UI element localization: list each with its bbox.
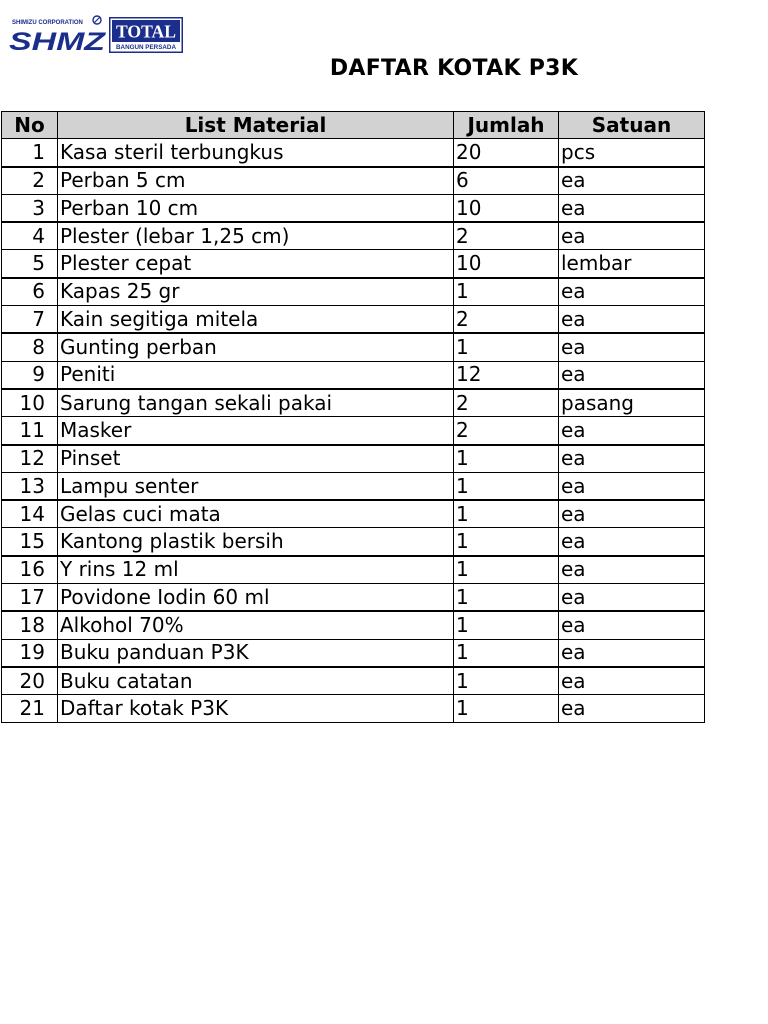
cell-satuan: ea [559, 528, 705, 556]
svg-text:SHIMIZU CORPORATION: SHIMIZU CORPORATION [12, 20, 83, 26]
table-row [2, 639, 705, 667]
cell-satuan: ea [559, 445, 705, 473]
cell-jumlah: 2 [454, 306, 559, 334]
cell-satuan: ea [559, 611, 705, 639]
cell-jumlah: 1 [454, 500, 559, 528]
cell-material: Sarung tangan sekali pakai [58, 389, 454, 417]
table-body [2, 139, 705, 722]
cell-satuan: ea [559, 222, 705, 250]
cell-no: 2 [2, 167, 58, 195]
table-row [2, 472, 705, 500]
table-row [2, 500, 705, 528]
cell-material: Y rins 12 ml [58, 556, 454, 584]
table-row [2, 445, 705, 473]
cell-material: Plester (lebar 1,25 cm) [58, 222, 454, 250]
cell-jumlah: 1 [454, 695, 559, 722]
cell-material: Kantong plastik bersih [58, 528, 454, 556]
cell-material: Plester cepat [58, 250, 454, 278]
material-table [1, 111, 705, 723]
cell-no: 15 [2, 528, 58, 556]
cell-satuan: ea [559, 417, 705, 445]
cell-material: Gunting perban [58, 333, 454, 361]
table-row [2, 222, 705, 250]
header-row [2, 112, 705, 139]
svg-text:TOTAL: TOTAL [116, 21, 176, 42]
cell-satuan: pcs [559, 139, 705, 167]
cell-jumlah: 10 [454, 250, 559, 278]
cell-material: Peniti [58, 361, 454, 389]
cell-satuan: ea [559, 306, 705, 334]
cell-material: Buku catatan [58, 667, 454, 695]
cell-no: 3 [2, 194, 58, 222]
cell-no: 9 [2, 361, 58, 389]
cell-jumlah: 1 [454, 472, 559, 500]
cell-no: 20 [2, 667, 58, 695]
cell-satuan: ea [559, 584, 705, 612]
cell-no: 14 [2, 500, 58, 528]
cell-jumlah: 12 [454, 361, 559, 389]
table-row [2, 250, 705, 278]
cell-no: 13 [2, 472, 58, 500]
cell-jumlah: 1 [454, 333, 559, 361]
table-row [2, 556, 705, 584]
table-row [2, 389, 705, 417]
cell-no: 21 [2, 695, 58, 722]
table-row [2, 584, 705, 612]
table-row [2, 528, 705, 556]
cell-material: Masker [58, 417, 454, 445]
table-row [2, 278, 705, 306]
table-row [2, 667, 705, 695]
cell-material: Perban 5 cm [58, 167, 454, 195]
cell-jumlah: 1 [454, 611, 559, 639]
cell-jumlah: 1 [454, 528, 559, 556]
cell-jumlah: 2 [454, 222, 559, 250]
cell-satuan: ea [559, 556, 705, 584]
cell-no: 17 [2, 584, 58, 612]
cell-satuan: ea [559, 667, 705, 695]
cell-no: 10 [2, 389, 58, 417]
cell-material: Perban 10 cm [58, 194, 454, 222]
cell-satuan: ea [559, 361, 705, 389]
table-row [2, 139, 705, 167]
cell-material: Lampu senter [58, 472, 454, 500]
column-header-no: No [2, 112, 58, 139]
cell-jumlah: 1 [454, 556, 559, 584]
cell-satuan: lembar [559, 250, 705, 278]
cell-no: 5 [2, 250, 58, 278]
svg-text:SHMZ: SHMZ [9, 28, 108, 54]
table-row [2, 417, 705, 445]
cell-jumlah: 2 [454, 417, 559, 445]
cell-no: 18 [2, 611, 58, 639]
total-bangun-persada-logo [109, 17, 183, 53]
cell-jumlah: 1 [454, 667, 559, 695]
cell-satuan: ea [559, 472, 705, 500]
cell-material: Buku panduan P3K [58, 639, 454, 667]
cell-no: 6 [2, 278, 58, 306]
table-row [2, 611, 705, 639]
cell-jumlah: 1 [454, 445, 559, 473]
cell-satuan: ea [559, 500, 705, 528]
cell-no: 8 [2, 333, 58, 361]
table-header [2, 112, 705, 139]
cell-material: Daftar kotak P3K [58, 695, 454, 722]
cell-no: 4 [2, 222, 58, 250]
cell-no: 16 [2, 556, 58, 584]
cell-no: 12 [2, 445, 58, 473]
cell-satuan: ea [559, 194, 705, 222]
table-row [2, 306, 705, 334]
cell-material: Gelas cuci mata [58, 500, 454, 528]
cell-satuan: ea [559, 278, 705, 306]
cell-no: 11 [2, 417, 58, 445]
cell-jumlah: 20 [454, 139, 559, 167]
cell-jumlah: 1 [454, 584, 559, 612]
company-logos [8, 14, 184, 56]
cell-material: Pinset [58, 445, 454, 473]
cell-no: 7 [2, 306, 58, 334]
svg-text:BANGUN PERSADA: BANGUN PERSADA [116, 45, 177, 51]
cell-satuan: ea [559, 639, 705, 667]
cell-jumlah: 2 [454, 389, 559, 417]
cell-jumlah: 1 [454, 639, 559, 667]
table-row [2, 333, 705, 361]
cell-material: Povidone Iodin 60 ml [58, 584, 454, 612]
table-row [2, 695, 705, 722]
cell-material: Kain segitiga mitela [58, 306, 454, 334]
table-row [2, 167, 705, 195]
cell-satuan: ea [559, 167, 705, 195]
table-row [2, 194, 705, 222]
cell-jumlah: 6 [454, 167, 559, 195]
shimizu-logo [8, 14, 108, 54]
column-header-list-material: List Material [58, 112, 454, 139]
document-title: DAFTAR KOTAK P3K [329, 56, 579, 81]
table-row [2, 361, 705, 389]
cell-material: Alkohol 70% [58, 611, 454, 639]
cell-no: 1 [2, 139, 58, 167]
cell-satuan: pasang [559, 389, 705, 417]
cell-jumlah: 1 [454, 278, 559, 306]
cell-jumlah: 10 [454, 194, 559, 222]
cell-material: Kapas 25 gr [58, 278, 454, 306]
cell-no: 19 [2, 639, 58, 667]
cell-satuan: ea [559, 333, 705, 361]
cell-satuan: ea [559, 695, 705, 722]
column-header-satuan: Satuan [559, 112, 705, 139]
cell-material: Kasa steril terbungkus [58, 139, 454, 167]
column-header-jumlah: Jumlah [454, 112, 559, 139]
